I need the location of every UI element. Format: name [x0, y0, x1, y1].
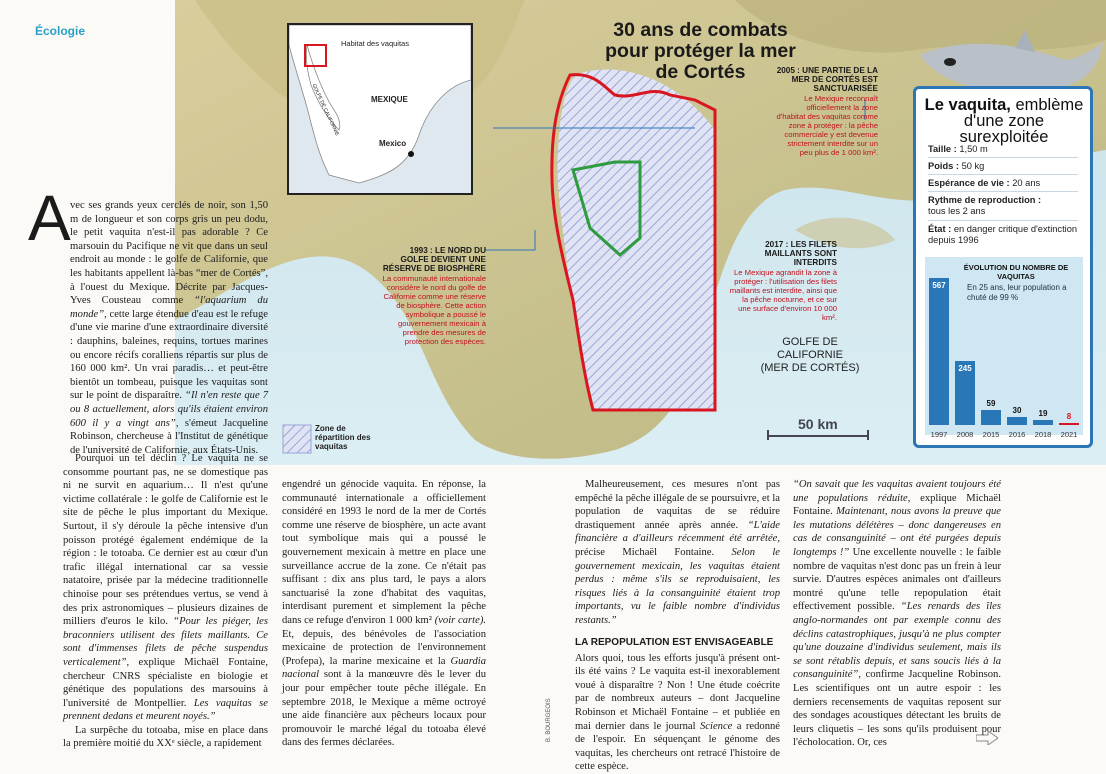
- page-title: 30 ans de combats pour protéger la mer de Cortés: [605, 19, 796, 83]
- photo-credit: B. BOURGEOIS: [546, 698, 552, 742]
- chart-year-label: 2018: [1034, 430, 1052, 439]
- text-run: , cette large étendue d'eau est le refuge d'une vie marine d'une extraordinaire diversité : dauphins, baleines, requins, tortues marines ou encore récifs coralliens répartis sur plus de 160 000 km². Un vrai paradis… et peut-être bientôt un tombeau, puisque les vaquitas sont sur le point de disparaître.: [70, 308, 268, 402]
- drop-cap: A: [28, 182, 71, 254]
- text-quote: Selon le gouvernement mexicain, les vaquitas étaient perdus : même s'ils se reproduisaient, les risques liés à la consanguinité étaient trop importants, vu le faible nombre d'individus restants.”: [575, 546, 780, 626]
- column-3: [575, 478, 780, 774]
- panel-etat-value: en danger critique d'extinction depuis 1996: [928, 224, 1078, 245]
- text-quote: “Pour les piéger, les braconniers utilisent des filets maillants. Ce sont d'immenses filets de pêche suspendus verticalement”: [63, 616, 268, 668]
- text-run: , explique Michaël Fontaine, chercheur CNRS spécialiste en biologie et génétique des populations des marsouins à l'université de Montpellier.: [63, 656, 268, 709]
- chart-year-label: 2008: [956, 430, 974, 439]
- text-quote: “On savait que les vaquitas avaient toujours été une populations réduite,: [793, 479, 1001, 504]
- annotation-2005-head: 2005 : UNE PARTIE DE LA MER DE CORTÉS EST SANCTUARISÉE: [776, 66, 878, 94]
- panel-etat-label: État :: [928, 224, 952, 234]
- chart-value-label: 245: [958, 364, 972, 374]
- chart-bar: [981, 410, 1001, 425]
- text-quote: “Les renards des îles anglo-normandes ont par exemple connu des déclins catastrophiques, jusqu'à ne plus compter qu'une douzaine d'individus seulement, mais ils se sont rétablis depuis, et sans soucis liés à la consanguinité”: [793, 601, 1001, 681]
- column-2: [282, 478, 486, 750]
- panel-divider: [928, 174, 1078, 175]
- text-quote: Les vaquitas se prennent dedans et meurent noyés.”: [63, 697, 268, 723]
- panel-title-rest: emblème d'une zone surexploitée: [959, 96, 1084, 146]
- column-4: [793, 478, 1001, 750]
- panel-rythme-value: tous les 2 ans: [928, 206, 986, 216]
- text-quote: “L'aide financière a d'ailleurs récemment été arrêtée,: [575, 519, 780, 545]
- column-1: [70, 199, 268, 457]
- text-run: Une excellente nouvelle : le faible nombre de vaquitas n'est donc pas un frein à leur survie. D'autres espèces animales ont d'ailleurs montré qu'une telle repopulation était effectivement possible.: [793, 546, 1001, 613]
- inset-gulf-label: GOLFE DE CALIFORNIE: [310, 83, 340, 137]
- chart-value-label: 19: [1038, 409, 1048, 419]
- paragraph: [575, 652, 780, 774]
- panel-poids-value: 50 kg: [959, 161, 985, 171]
- text-run: , confirme Jacqueline Robinson. Les scientifiques ont un autre espoir : les derniers recensements de vaquitas reposent sur des sondages acoustiques détectant les bruits de leurs cliquetis – les sons qu'ils produisent pour l'écholocation. Or, ces: [793, 669, 1001, 749]
- text-run: vec ses grands yeux cerclés de noir, son 1,50 m de longueur et son corps gris un peu dodu, le petit vaquita n'est-il pas adorable ? Ce marsouin du Pacifique ne vit que dans un seul endroit au monde : le golfe de Californie, que les habitants appellent là-bas “mer de Cortés”, à l'ouest du Mexique. Décrite par Jacques-Yves Cousteau comme: [70, 200, 268, 307]
- continue-arrow-icon: [976, 731, 998, 745]
- annotation-1993-head: 1993 : LE NORD DU GOLFE DEVIENT UNE RÉSERVE DE BIOSPHÈRE: [382, 246, 486, 274]
- panel-esperance-value: 20 ans: [1009, 178, 1041, 188]
- inset-country-label: MEXIQUE: [371, 95, 408, 104]
- paragraph: [63, 724, 268, 751]
- chart-year-label: 2016: [1008, 430, 1026, 439]
- annotation-1993: [380, 246, 486, 346]
- text-quote: (voir carte).: [434, 614, 487, 626]
- gulf-label: [760, 336, 860, 375]
- panel-poids-label: Poids :: [928, 161, 959, 171]
- chart-value-label: 30: [1012, 406, 1022, 416]
- panel-poids: [928, 161, 984, 172]
- annotation-2017-head: 2017 : LES FILETS MAILLANTS SONT INTERDITS: [764, 240, 837, 268]
- text-run: précise Michaël Fontaine.: [575, 546, 732, 558]
- panel-divider: [928, 220, 1078, 221]
- annotation-2017-body: Le Mexique agrandit la zone à protéger : l'utilisation des filets maillants est interdite, ainsi que la pêche nocturne, et ce sur une surface d'environ 10 000 km².: [729, 267, 837, 322]
- text-quote: Maintenant, nous avons la preuve que les mutations délétères – donc dangereuses en cas de consanguinité – ont été purgées depuis longtemps !”: [793, 506, 1001, 558]
- panel-divider: [928, 191, 1078, 192]
- chart-bar: [1007, 417, 1027, 425]
- text-run: Et, depuis, des bénévoles de l'association mexicaine de protection de l'environnement (Profepa), la marine mexicaine et la: [282, 628, 486, 667]
- text-quote: “l'aquarium du monde”: [70, 295, 268, 320]
- panel-taille-value: 1,50 m: [956, 144, 988, 154]
- paragraph: [282, 478, 486, 750]
- panel-divider: [928, 157, 1078, 158]
- annotation-2017: [729, 240, 837, 322]
- chart-value-label: 8: [1066, 411, 1072, 421]
- panel-taille-label: Taille :: [928, 144, 957, 154]
- gulf-label-line1: GOLFE DE: [782, 336, 838, 348]
- gulf-label-line3: (MER DE CORTÉS): [760, 362, 860, 374]
- species-panel: [913, 86, 1093, 448]
- panel-rythme: [928, 195, 1041, 217]
- panel-esperance: [928, 178, 1040, 189]
- chart-bar: [1033, 420, 1053, 425]
- panel-taille: [928, 144, 988, 155]
- population-chart: [925, 257, 1083, 439]
- chart-year-label: 2015: [982, 430, 1000, 439]
- panel-esperance-label: Espérance de vie :: [928, 178, 1010, 188]
- paragraph: [793, 478, 1001, 750]
- text-run: Pourquoi un tel déclin ? Le vaquita ne se consomme pourtant pas, ne se domestique pas ni ne survit en aquarium… Il n'est qu'une victime collatérale : le golfe de Californie est le site de pêche le plus important du Mexique. Surtout, il s'y déroule la pêche intensive d'un poisson protégé également endémique de la région : le totoaba. Ce dernier est au cœur d'un trafic illégal international car sa vessie natatoire, prisée par la médecine traditionnelle chinoise pour ses prétendues vertus, se vend à des prix astronomiques – plusieurs dizaines de milliers d'euros le kilo.: [63, 453, 268, 628]
- inset-habitat-box: [304, 44, 327, 67]
- column-1-lower: [63, 452, 268, 751]
- annotation-1993-body: La communauté internationale considère le nord du golfe de Californie comme une réserve de biosphère. Cette action symbolique a poussé le gouvernement mexicain à prendre des mesures de protection des espèces.: [382, 273, 486, 346]
- text-quote: Science: [700, 720, 733, 732]
- inset-capital-label: Mexico: [379, 139, 407, 148]
- paragraph: [70, 199, 268, 457]
- paragraph: [575, 478, 780, 628]
- chart-title: ÉVOLUTION DU NOMBRE DE VAQUITAS: [963, 263, 1069, 281]
- chart-value-label: 59: [986, 398, 996, 408]
- gulf-label-line2: CALIFORNIE: [776, 349, 843, 361]
- panel-etat: [928, 224, 1083, 246]
- text-run: Malheureusement, ces mesures n'ont pas empêché la pêche illégale de se poursuivre, et la population de vaquitas de se réduire drastiquement année après année.: [575, 479, 780, 531]
- chart-subtitle: En 25 ans, leur population a chuté de 99 %: [967, 283, 1067, 302]
- section-label: Écologie: [35, 24, 86, 38]
- text-run: sont à la manœuvre dès le lever du jour pour empêcher toute pêche illégale. En septembre 2018, le Mexique a même octroyé une aide financière aux pêcheurs locaux pour promouvoir le marché légal du totoaba élevé dans des fermes déclarées.: [282, 669, 486, 749]
- chart-value-label: 567: [932, 280, 946, 290]
- annotation-2005: [776, 66, 878, 157]
- annotation-2005-body: Le Mexique reconnaît officiellement la zone d'habitat des vaquitas comme zone à protéger : la pêche commerciale y est devenue strictement interdite sur un peu plus de 1 000 km².: [776, 93, 878, 157]
- inset-map: [287, 23, 473, 195]
- chart-year-label: 1997: [930, 430, 948, 439]
- inset-habitat-label: Habitat des vaquitas: [341, 39, 409, 48]
- text-run: explique Michaël Fontaine.: [793, 492, 1002, 518]
- subheading: LA REPOPULATION EST ENVISAGEABLE: [575, 636, 774, 648]
- text-run: La surpêche du totoaba, mise en place dans la première moitié du XXᵉ siècle, a rapidement: [63, 724, 268, 750]
- chart-bar: [1059, 423, 1079, 425]
- text-quote: “Il n'en reste que 7 ou 8 actuellement, alors qu'ils étaient environ 600 il y a vingt ans”: [70, 390, 269, 429]
- panel-title-bold: Le vaquita,: [924, 96, 1011, 114]
- text-run: Alors quoi, tous les efforts jusqu'à présent ont-ils été vains ? Le vaquita est-il inexorablement voué à disparaître ? Non ! Une étude coécrite par de nombreux auteurs – dont Jacqueline Robinson et Michaël Fontaine – et publiée en mai dernier dans le journal: [575, 652, 780, 732]
- text-run: a redonné de l'espoir. En séquençant le génome des vaquitas, les chercheurs ont retracé l'histoire de cette espèce.: [575, 720, 780, 773]
- panel-rythme-label: Rythme de reproduction :: [928, 195, 1042, 205]
- chart-year-label: 2021: [1060, 430, 1078, 439]
- text-run: engendré un génocide vaquita. En réponse, la communauté internationale a officiellement considéré en 1993 le nord de la mer de Cortés comme une réserve de biosphère, un acte avant tout symbolique mais qui a poussé le gouvernement mexicain à mettre en place une surveillance accrue de la zone. Ce n'était pas suffisant : dix ans plus tard, le pays a alors sanctuarisé la zone d'habitat des vaquitas, interdisant purement et simplement la pêche dans ce refuge d'environ 1 000 km²: [282, 479, 486, 626]
- scale-label: 50 km: [798, 416, 838, 432]
- legend-label: Zone de répartition des vaquitas: [315, 424, 371, 451]
- chart-bar: [929, 278, 949, 425]
- paragraph: [63, 452, 268, 724]
- panel-title: [924, 97, 1084, 145]
- text-quote: Guardia nacional: [282, 655, 486, 681]
- text-run: , s'émeut Jacqueline Robinson, chercheuse à l'Institut de génétique de l'université de Californie, aux États-Unis.: [70, 417, 268, 456]
